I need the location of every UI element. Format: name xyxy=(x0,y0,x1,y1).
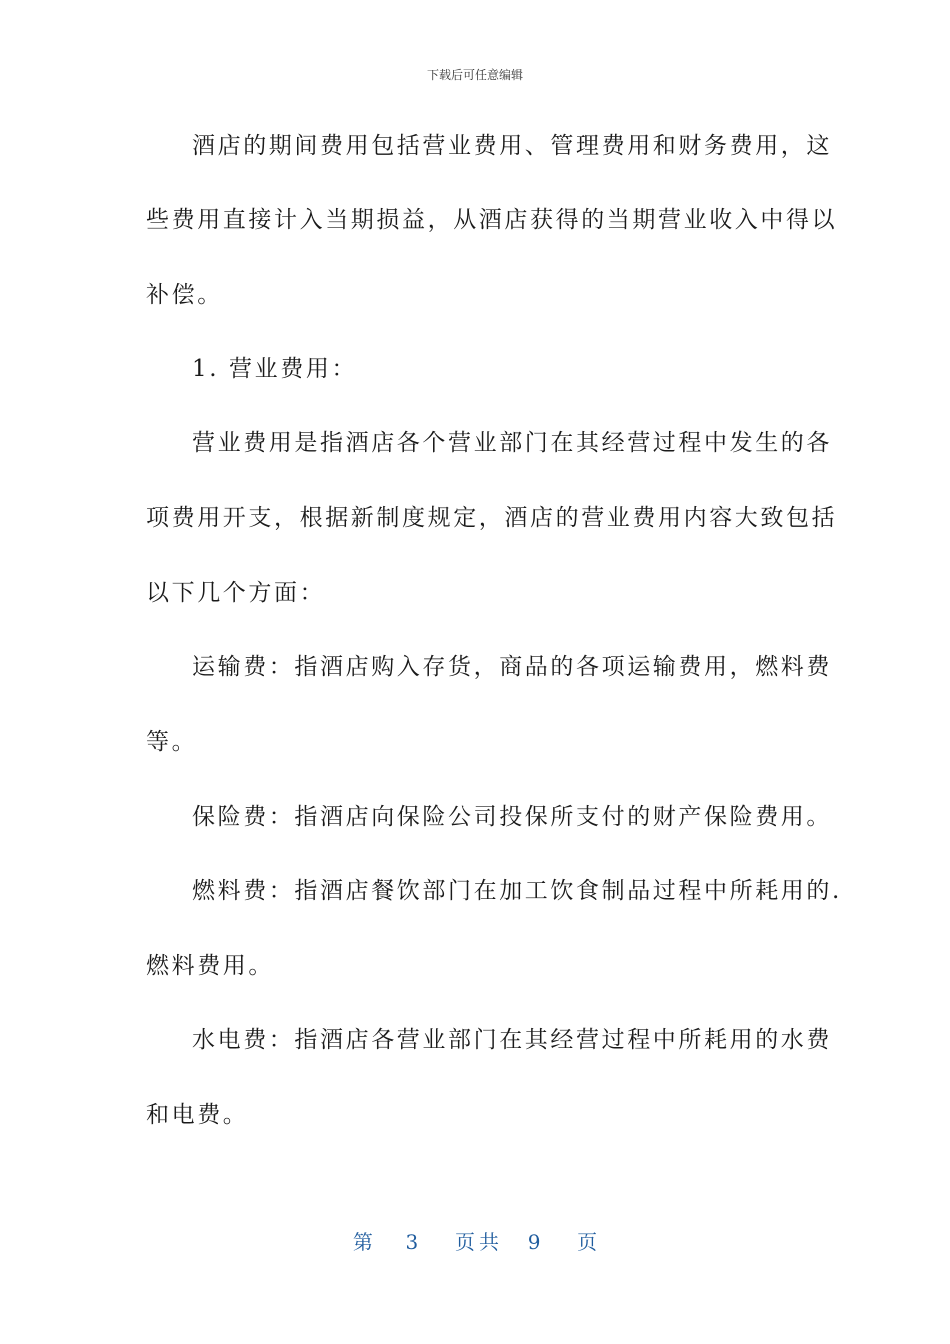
total-pages-number: 9 xyxy=(527,1230,541,1254)
paragraph-line: 等。 xyxy=(146,729,198,755)
page-mid: 页共 xyxy=(455,1230,503,1254)
paragraph-line: 些费用直接计入当期损益，从酒店获得的当期营业收入中得以 xyxy=(146,207,838,233)
paragraph-line: 运输费：指酒店购入存货，商品的各项运输费用，燃料费 xyxy=(192,654,832,680)
page-header-note: 下载后可任意编辑 xyxy=(426,68,523,82)
paragraph-line: 燃料费用。 xyxy=(146,953,274,979)
paragraph-line: 项费用开支，根据新制度规定，酒店的营业费用内容大致包括 xyxy=(146,505,838,531)
paragraph-line: 燃料费：指酒店餐饮部门在加工饮食制品过程中所耗用的. xyxy=(192,878,842,904)
paragraph-line: 营业费用是指酒店各个营业部门在其经营过程中发生的各 xyxy=(192,430,832,456)
paragraph-line: 以下几个方面： xyxy=(146,580,326,606)
page-suffix: 页 xyxy=(577,1230,598,1254)
paragraph-line: 和电费。 xyxy=(146,1102,249,1128)
paragraph-line: 补偿。 xyxy=(146,282,223,308)
page-number-footer xyxy=(0,1226,950,1255)
page-prefix: 第 xyxy=(352,1230,373,1254)
paragraph-line: 水电费：指酒店各营业部门在其经营过程中所耗用的水费 xyxy=(192,1027,832,1053)
paragraph-line: 保险费：指酒店向保险公司投保所支付的财产保险费用。 xyxy=(192,804,832,830)
section-heading: 1. 营业费用： xyxy=(192,356,358,382)
paragraph-line: 酒店的期间费用包括营业费用、管理费用和财务费用，这 xyxy=(192,133,832,159)
current-page-number: 3 xyxy=(405,1230,419,1254)
